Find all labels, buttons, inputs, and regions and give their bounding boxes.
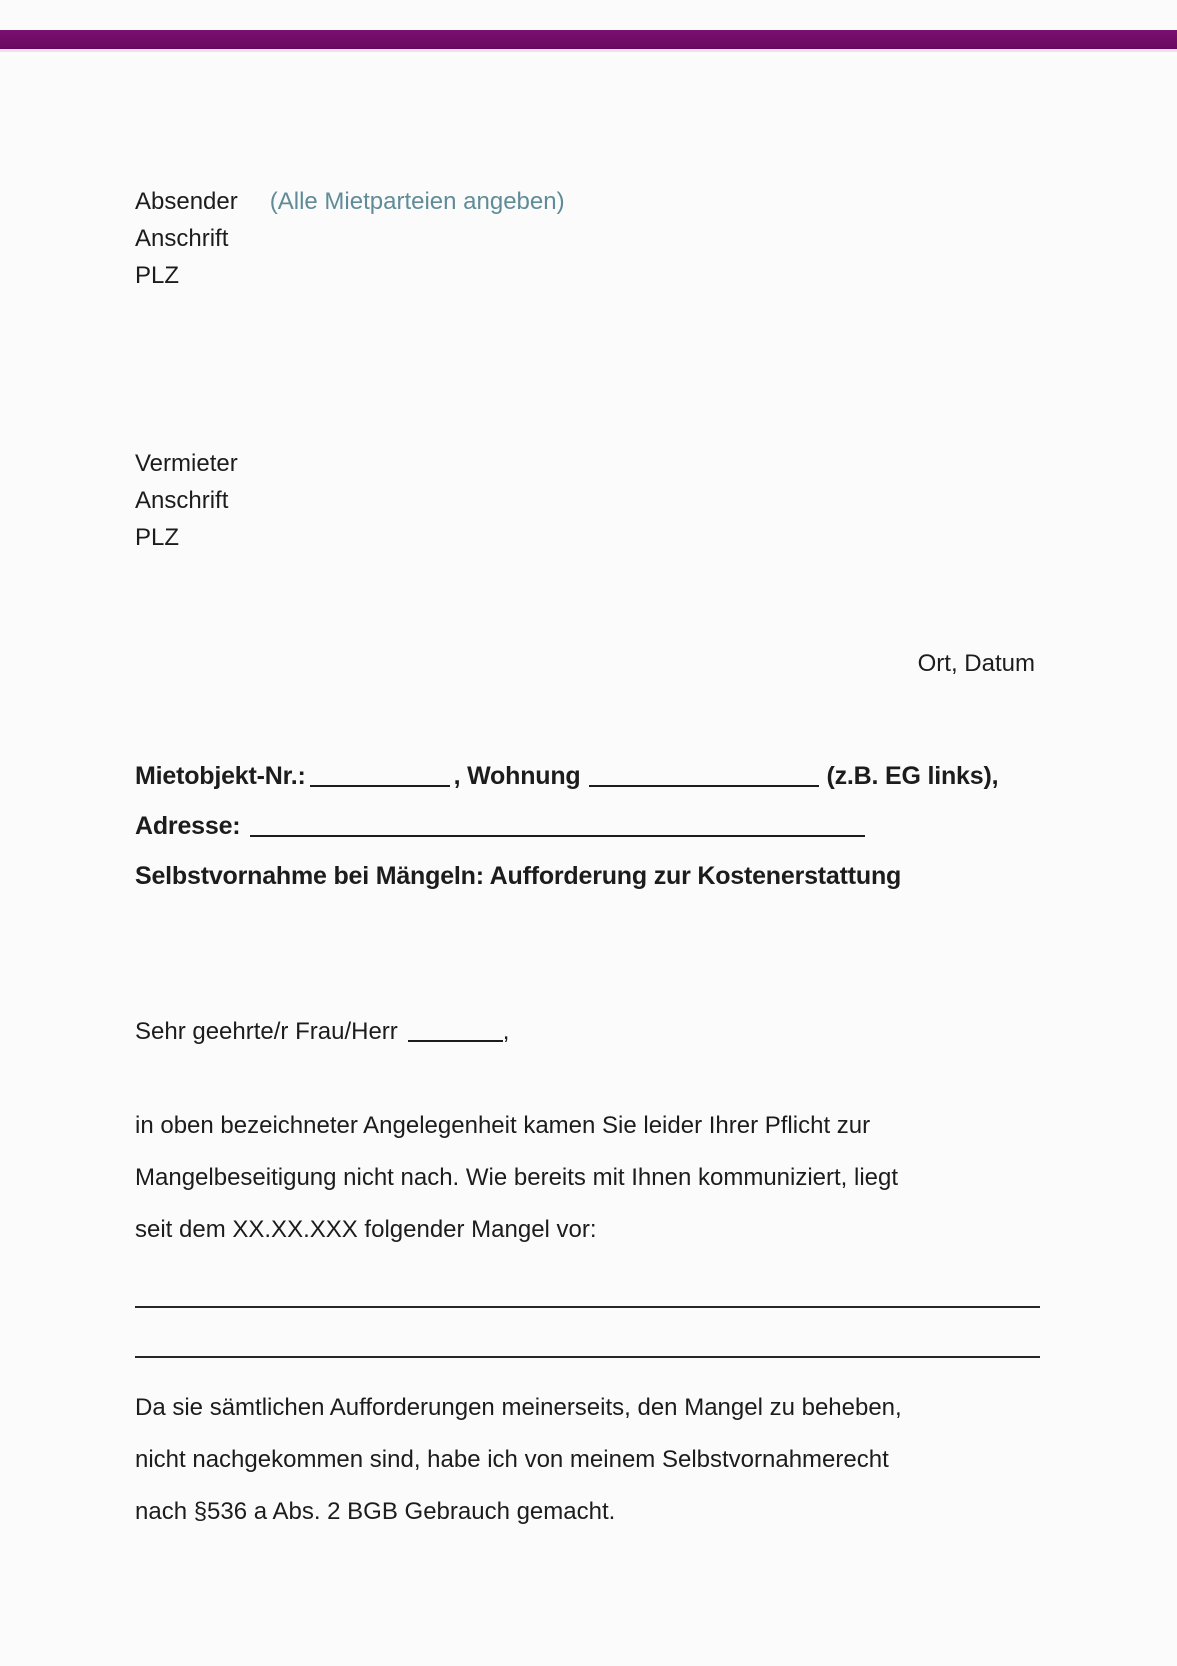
defect-write-in-line-1 [135, 1306, 1040, 1308]
salutation-line [135, 1018, 509, 1046]
salutation-comma: , [502, 1018, 510, 1045]
paragraph-line: nicht nachgekommen sind, habe ich von meinem Selbstvornahmerecht [135, 1446, 889, 1473]
accent-bar [0, 30, 1177, 52]
address-label: Adresse: [135, 812, 241, 840]
address-line [135, 812, 1095, 841]
sender-street-label: Anschrift [135, 225, 229, 252]
sender-address-block [135, 183, 565, 294]
recipient-street-label: Anschrift [135, 487, 229, 514]
salutation-name-blank [408, 1028, 503, 1042]
rental-object-blank [310, 773, 450, 787]
apartment-label: , Wohnung [453, 762, 581, 790]
defect-write-in-line-2 [135, 1356, 1040, 1358]
paragraph-line: seit dem XX.XX.XXX folgender Mangel vor: [135, 1216, 597, 1243]
paragraph-line: Mangelbeseitigung nicht nach. Wie bereits mit Ihnen kommuniziert, liegt [135, 1164, 899, 1191]
rental-object-label: Mietobjekt-Nr.: [135, 762, 306, 790]
recipient-name-label: Vermieter [135, 450, 238, 477]
recipient-zip-label: PLZ [135, 524, 180, 551]
paragraph-line: in oben bezeichneter Angelegenheit kamen Sie leider Ihrer Pflicht zur [135, 1112, 871, 1139]
reference-line [135, 762, 1095, 791]
subject-line: Selbstvornahme bei Mängeln: Aufforderung zur Kostenerstattung [135, 862, 902, 890]
recipient-address-block [135, 445, 238, 556]
paragraph-self-remedy [135, 1382, 1095, 1538]
salutation-text: Sehr geehrte/r Frau/Herr [135, 1018, 398, 1045]
sender-name-label: Absender [135, 188, 238, 215]
paragraph-line: Da sie sämtlichen Aufforderungen meinerseits, den Mangel zu beheben, [135, 1394, 902, 1421]
apartment-blank [589, 773, 819, 787]
address-blank [250, 823, 865, 837]
place-date-line: Ort, Datum [917, 650, 1035, 677]
paragraph-line: nach §536 a Abs. 2 BGB Gebrauch gemacht. [135, 1498, 616, 1525]
sender-note: (Alle Mietparteien angeben) [269, 188, 565, 215]
apartment-example-label: (z.B. EG links), [826, 762, 999, 790]
sender-zip-label: PLZ [135, 262, 180, 289]
paragraph-defect-description [135, 1100, 1095, 1256]
